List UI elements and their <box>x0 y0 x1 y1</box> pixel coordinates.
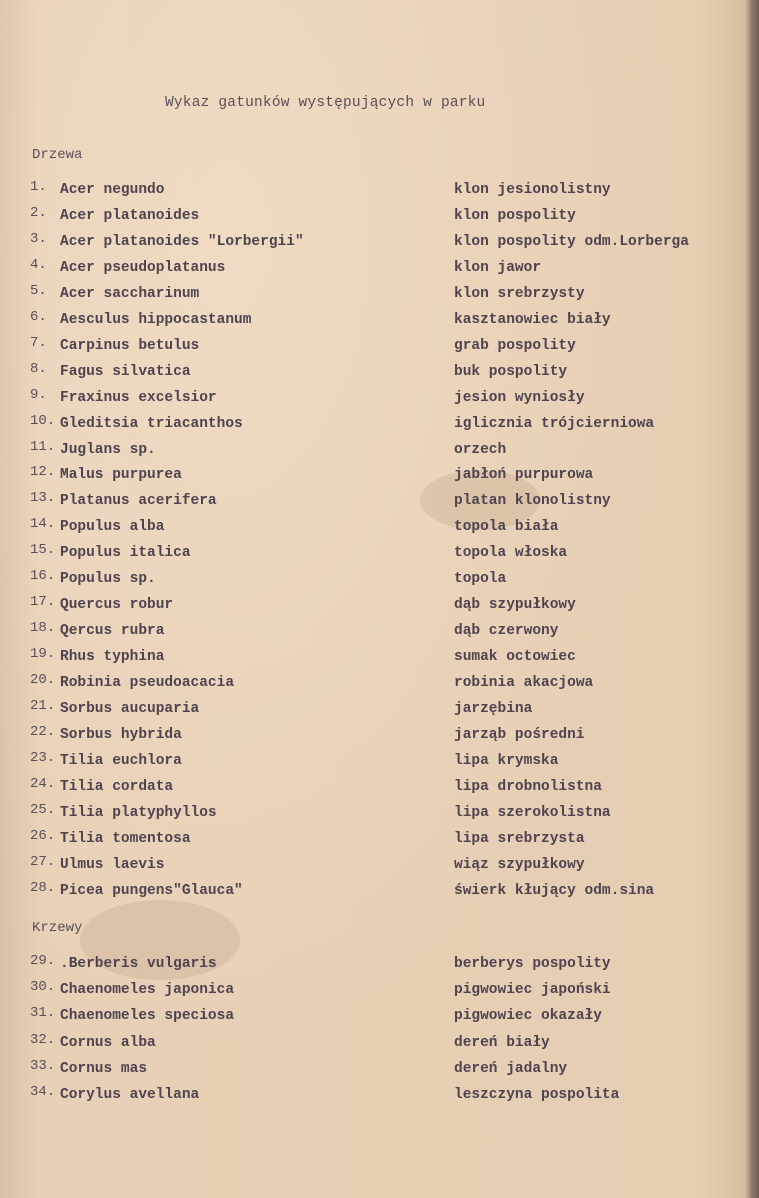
species-polish-name: klon srebrzysty <box>454 285 585 302</box>
species-number: 17. <box>30 594 56 611</box>
species-row <box>30 801 750 827</box>
species-number: 21. <box>30 698 56 714</box>
species-row <box>30 568 750 593</box>
species-row <box>30 1031 750 1057</box>
species-polish-name: dąb szypułkowy <box>454 597 576 614</box>
species-polish-name: jabłoń purpurowa <box>454 467 594 484</box>
species-row <box>30 672 750 697</box>
species-number: 13. <box>30 490 56 507</box>
species-row <box>30 879 750 905</box>
species-latin-name: Tilia tomentosa <box>60 830 191 847</box>
species-row <box>30 853 750 879</box>
species-polish-name: pigwowiec okazały <box>454 1008 602 1025</box>
species-row <box>30 412 750 438</box>
species-number: 5. <box>30 282 47 299</box>
species-row <box>30 594 750 619</box>
species-row <box>30 979 750 1004</box>
species-latin-name: Sorbus aucuparia <box>60 701 200 717</box>
species-latin-name: Fagus silvatica <box>60 363 191 380</box>
species-row <box>30 490 750 515</box>
species-number: 11. <box>30 438 56 455</box>
species-latin-name: Tilia cordata <box>60 778 174 795</box>
species-latin-name: Cornus mas <box>60 1060 148 1077</box>
species-row <box>30 516 750 541</box>
species-row <box>30 386 750 412</box>
species-number: 26. <box>30 827 56 844</box>
species-row <box>30 827 750 853</box>
species-polish-name: leszczyna pospolita <box>454 1087 620 1103</box>
species-polish-name: jesion wyniosły <box>454 389 585 406</box>
species-number: 33. <box>30 1057 56 1074</box>
species-polish-name: topola <box>454 571 507 588</box>
species-polish-name: grab pospolity <box>454 337 576 354</box>
species-latin-name: Fraxinus excelsior <box>60 389 217 406</box>
species-number: 8. <box>30 360 47 377</box>
species-polish-name: jarzębina <box>454 701 533 717</box>
species-latin-name: Tilia platyphyllos <box>60 804 217 821</box>
species-latin-name: .Berberis vulgaris <box>60 956 217 972</box>
species-polish-name: klon jesionolistny <box>454 182 611 198</box>
species-number: 22. <box>30 723 56 740</box>
species-latin-name: Qercus rubra <box>60 623 165 640</box>
species-latin-name: Platanus acerifera <box>60 493 217 510</box>
species-row <box>30 308 750 334</box>
species-number: 25. <box>30 801 56 818</box>
species-polish-name: pigwowiec japoński <box>454 982 611 999</box>
species-latin-name: Chaenomeles japonica <box>60 982 235 999</box>
species-polish-name: orzech <box>454 441 507 458</box>
species-row <box>30 256 750 282</box>
section-heading-trees: Drzewa <box>32 147 83 163</box>
species-latin-name: Juglans sp. <box>60 441 156 458</box>
species-latin-name: Sorbus hybrida <box>60 726 182 743</box>
species-number: 3. <box>30 230 47 247</box>
species-polish-name: wiąz szypułkowy <box>454 856 585 873</box>
species-latin-name: Acer platanoides "Lorbergii" <box>60 233 304 250</box>
species-row <box>30 230 750 256</box>
species-number: 16. <box>30 568 56 585</box>
species-polish-name: kasztanowiec biały <box>454 311 611 328</box>
species-latin-name: Tilia euchlora <box>60 752 182 769</box>
species-row <box>30 282 750 308</box>
species-polish-name: robinia akacjowa <box>454 675 594 692</box>
species-latin-name: Corylus avellana <box>60 1087 200 1103</box>
species-polish-name: topola biała <box>454 519 559 536</box>
species-number: 24. <box>30 775 56 792</box>
species-latin-name: Rhus typhina <box>60 649 165 666</box>
page-title: Wykaz gatunków występujących w parku <box>165 95 486 111</box>
species-number: 31. <box>30 1005 56 1022</box>
species-latin-name: Acer saccharinum <box>60 285 200 302</box>
species-latin-name: Acer negundo <box>60 182 165 198</box>
species-row <box>30 542 750 567</box>
species-number: 15. <box>30 542 56 559</box>
species-latin-name: Aesculus hippocastanum <box>60 311 252 328</box>
species-polish-name: platan klonolistny <box>454 493 611 510</box>
species-number: 30. <box>30 979 56 996</box>
species-latin-name: Populus italica <box>60 545 191 562</box>
species-row <box>30 1057 750 1083</box>
species-polish-name: dąb czerwony <box>454 623 559 640</box>
species-polish-name: dereń biały <box>454 1034 550 1051</box>
species-row <box>30 749 750 775</box>
species-latin-name: Quercus robur <box>60 597 174 614</box>
species-row <box>30 464 750 489</box>
species-number: 10. <box>30 412 56 429</box>
species-latin-name: Acer platanoides <box>60 207 200 224</box>
species-latin-name: Populus sp. <box>60 571 156 588</box>
species-number: 34. <box>30 1084 56 1100</box>
species-latin-name: Acer pseudoplatanus <box>60 259 226 276</box>
species-polish-name: klon jawor <box>454 259 542 276</box>
species-row <box>30 646 750 671</box>
species-row <box>30 1005 750 1030</box>
species-number: 23. <box>30 749 56 766</box>
species-number: 14. <box>30 516 56 533</box>
species-latin-name: Ulmus laevis <box>60 856 165 873</box>
species-polish-name: klon pospolity <box>454 207 576 224</box>
species-number: 6. <box>30 308 47 325</box>
species-number: 4. <box>30 256 47 273</box>
species-polish-name: lipa srebrzysta <box>454 830 585 847</box>
species-polish-name: sumak octowiec <box>454 649 576 666</box>
species-latin-name: Populus alba <box>60 519 165 536</box>
species-number: 28. <box>30 879 56 896</box>
species-polish-name: jarząb pośredni <box>454 726 585 743</box>
species-number: 27. <box>30 853 56 870</box>
species-polish-name: berberys pospolity <box>454 956 611 972</box>
species-polish-name: świerk kłujący odm.sina <box>454 882 655 899</box>
species-number: 1. <box>30 179 47 195</box>
species-polish-name: topola włoska <box>454 545 568 562</box>
species-latin-name: Carpinus betulus <box>60 337 200 354</box>
species-number: 32. <box>30 1031 56 1048</box>
species-latin-name: Chaenomeles speciosa <box>60 1008 235 1025</box>
species-latin-name: Malus purpurea <box>60 467 182 484</box>
species-polish-name: buk pospolity <box>454 363 568 380</box>
species-row <box>30 179 750 204</box>
species-number: 9. <box>30 386 47 403</box>
species-polish-name: klon pospolity odm.Lorberga <box>454 233 689 250</box>
species-polish-name: lipa drobnolistna <box>454 778 602 795</box>
species-polish-name: lipa krymska <box>454 752 559 769</box>
species-number: 19. <box>30 646 56 663</box>
species-latin-name: Robinia pseudoacacia <box>60 675 235 692</box>
species-row <box>30 620 750 645</box>
species-number: 12. <box>30 464 56 481</box>
species-row <box>30 204 750 230</box>
species-number: 7. <box>30 334 47 351</box>
species-polish-name: lipa szerokolistna <box>454 804 611 821</box>
species-number: 18. <box>30 620 56 637</box>
species-latin-name: Gleditsia triacanthos <box>60 415 243 432</box>
species-number: 2. <box>30 204 47 221</box>
species-row <box>30 723 750 749</box>
species-row <box>30 1084 750 1109</box>
species-number: 29. <box>30 953 56 969</box>
species-latin-name: Cornus alba <box>60 1034 156 1051</box>
species-row <box>30 438 750 464</box>
species-row <box>30 775 750 801</box>
species-polish-name: dereń jadalny <box>454 1060 568 1077</box>
species-latin-name: Picea pungens"Glauca" <box>60 882 243 899</box>
species-row <box>30 360 750 386</box>
species-row <box>30 953 750 978</box>
species-row <box>30 698 750 723</box>
species-row <box>30 334 750 360</box>
species-polish-name: iglicznia trójcierniowa <box>454 415 655 432</box>
species-number: 20. <box>30 672 56 689</box>
section-heading-shrubs: Krzewy <box>32 920 83 936</box>
